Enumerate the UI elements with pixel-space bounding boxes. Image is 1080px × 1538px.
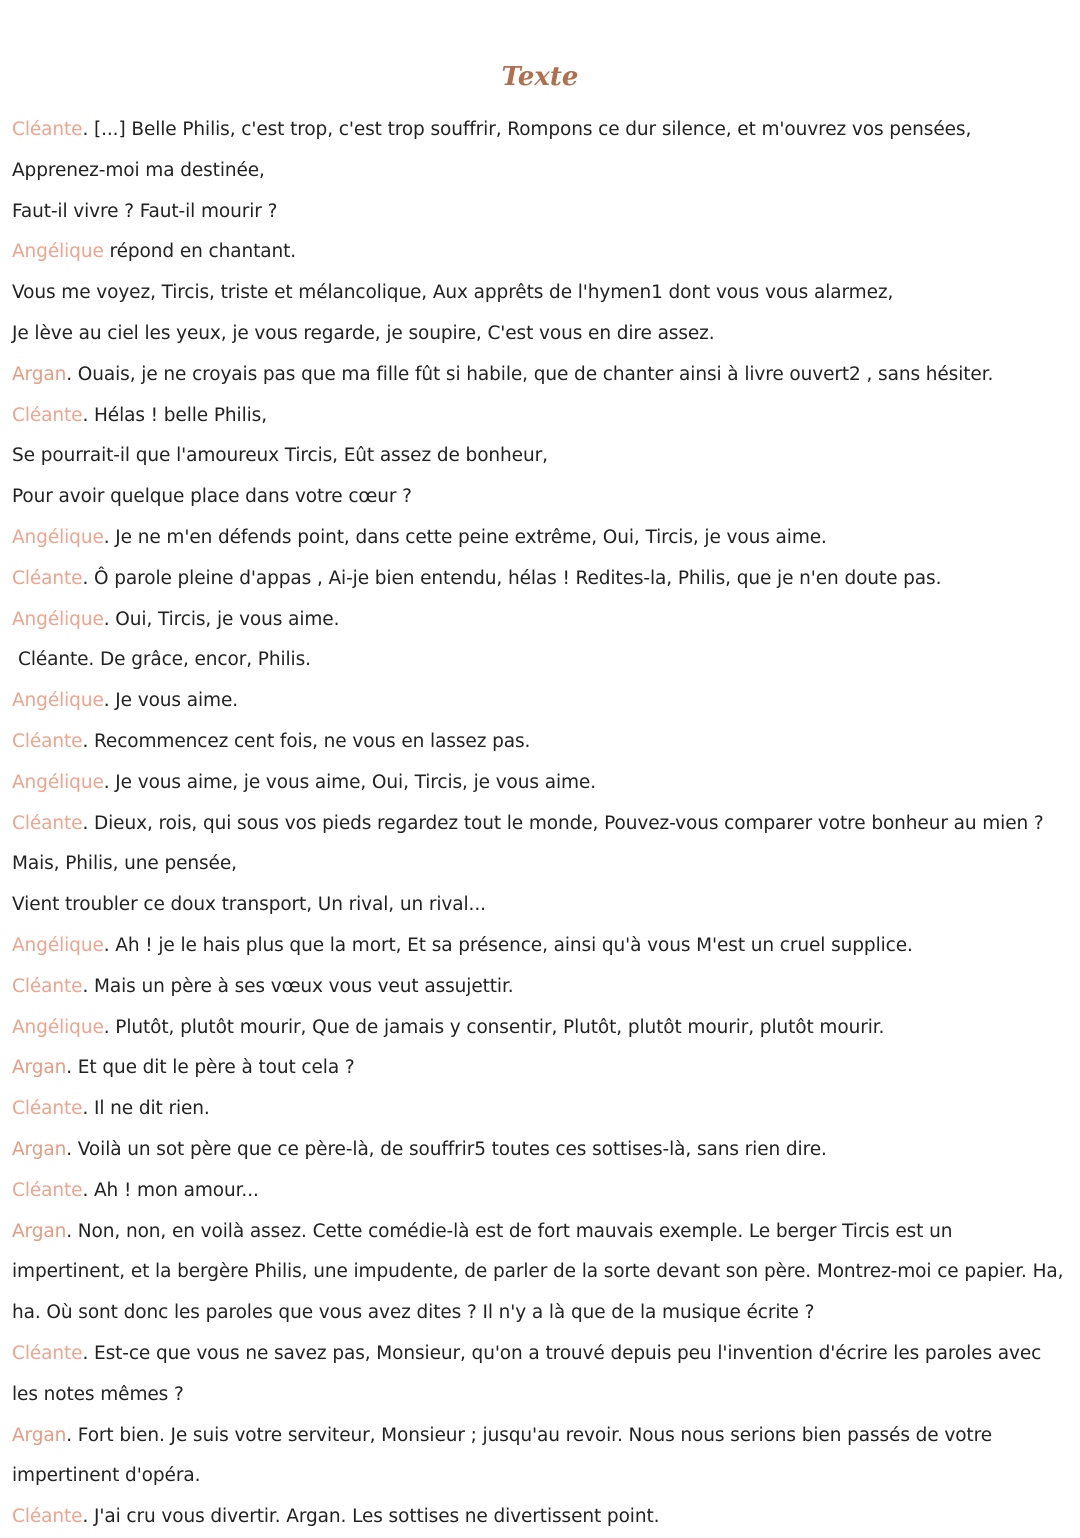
line-text: . Mais un père à ses vœux vous veut assujettir. xyxy=(82,975,514,997)
line-text: Pour avoir quelque place dans votre cœur ? xyxy=(12,486,412,508)
dialogue-line xyxy=(12,1212,1064,1334)
dialogue-line xyxy=(12,314,1064,355)
line-text: . Est-ce que vous ne savez pas, Monsieur, qu'on a trouvé depuis peu l'invention d'écrire les paroles avec les notes mêmes ? xyxy=(12,1342,1042,1405)
line-text: . Ah ! mon amour... xyxy=(82,1179,259,1201)
line-text: . Dieux, rois, qui sous vos pieds regardez tout le monde, Pouvez-vous comparer votre bonheur au mien ? xyxy=(82,812,1044,834)
dialogue-line xyxy=(12,1416,1064,1498)
line-text: répond en chantant. xyxy=(103,241,297,263)
speaker-name: Angélique xyxy=(12,771,104,793)
dialogue-line xyxy=(12,885,1064,926)
dialogue-line xyxy=(12,967,1064,1008)
speaker-name: Angélique xyxy=(12,1016,104,1038)
dialogue-line xyxy=(12,436,1064,477)
line-text: . Voilà un sot père que ce père-là, de souffrir5 toutes ces sottises-là, sans rien dire. xyxy=(66,1138,827,1160)
line-text: . Oui, Tircis, je vous aime. xyxy=(103,608,340,630)
line-text: Vous me voyez, Tircis, triste et mélancolique, Aux apprêts de l'hymen1 dont vous vous alarmez, xyxy=(12,282,894,304)
dialogue-line xyxy=(12,763,1064,804)
dialogue-line xyxy=(12,804,1064,845)
speaker-name: Cléante xyxy=(12,1179,83,1201)
line-text: . Non, non, en voilà assez. Cette comédie-là est de fort mauvais exemple. Le berger Tircis est un impertinent, et la bergère Philis, une impudente, de parler de la sorte devant son père. Montrez-moi ce papier. Ha, ha. Où sont donc les paroles que vous avez dites ? Il n'y a là que de la musique écrite ? xyxy=(12,1220,1064,1324)
speaker-name: Cléante xyxy=(12,1506,83,1528)
speaker-name: Cléante xyxy=(12,730,83,752)
line-text: . Ouais, je ne croyais pas que ma fille fût si habile, que de chanter ainsi à livre ouvert2 , sans hésiter. xyxy=(66,363,994,385)
speaker-name: Argan xyxy=(12,1057,67,1079)
line-text: Mais, Philis, une pensée, xyxy=(12,853,237,875)
line-text: . Recommencez cent fois, ne vous en lassez pas. xyxy=(82,730,531,752)
dialogue-line xyxy=(12,1048,1064,1089)
line-text: . Fort bien. Je suis votre serviteur, Monsieur ; jusqu'au revoir. Nous nous serions bien passés de votre impertinent d'opéra. xyxy=(12,1424,992,1487)
line-text: Se pourrait-il que l'amoureux Tircis, Eût assez de bonheur, xyxy=(12,445,548,467)
dialogue-line xyxy=(12,1089,1064,1130)
speaker-name: Cléante xyxy=(12,404,83,426)
speaker-name: Cléante xyxy=(12,1098,83,1120)
dialogue-line xyxy=(12,1171,1064,1212)
line-text: Faut-il vivre ? Faut-il mourir ? xyxy=(12,200,278,222)
dialogue-line xyxy=(12,477,1064,518)
line-text: . Ah ! je le hais plus que la mort, Et sa présence, ainsi qu'à vous M'est un cruel supplice. xyxy=(103,934,913,956)
dialogue-line xyxy=(12,722,1064,763)
dialogue-line xyxy=(12,232,1064,273)
dialogue-line xyxy=(12,192,1064,233)
line-text: . Il ne dit rien. xyxy=(82,1098,210,1120)
speaker-name: Angélique xyxy=(12,690,104,712)
speaker-name: Cléante xyxy=(12,812,83,834)
page-title: Texte xyxy=(501,62,579,92)
speaker-name: Cléante xyxy=(12,975,83,997)
dialogue-line xyxy=(12,600,1064,641)
dialogue-line xyxy=(12,355,1064,396)
dialogue-line xyxy=(12,1497,1064,1538)
line-text: Vient troubler ce doux transport, Un rival, un rival... xyxy=(12,894,486,916)
speaker-name: Cléante xyxy=(12,567,83,589)
line-text: . J'ai cru vous divertir. Argan. Les sottises ne divertissent point. xyxy=(82,1506,660,1528)
line-text: . Je vous aime, je vous aime, Oui, Tircis, je vous aime. xyxy=(103,771,596,793)
line-text: . Je vous aime. xyxy=(103,690,239,712)
dialogue-line xyxy=(12,396,1064,437)
speaker-name: Angélique xyxy=(12,934,104,956)
speaker-name: Argan xyxy=(12,1220,67,1242)
speaker-name: Cléante xyxy=(12,1342,83,1364)
dialogue-line xyxy=(12,110,1064,192)
dialogue-line xyxy=(12,1130,1064,1171)
line-text: . Plutôt, plutôt mourir, Que de jamais y consentir, Plutôt, plutôt mourir, plutôt mourir. xyxy=(103,1016,885,1038)
speaker-name: Argan xyxy=(12,363,67,385)
speaker-name: Angélique xyxy=(12,526,104,548)
dialogue-line xyxy=(12,844,1064,885)
line-text: Cléante. De grâce, encor, Philis. xyxy=(18,649,311,671)
dialogue-line xyxy=(12,518,1064,559)
speaker-name: Angélique xyxy=(12,241,104,263)
line-text: . [...] Belle Philis, c'est trop, c'est trop souffrir, Rompons ce dur silence, et m'ouvrez vos pensées, Apprenez-moi ma destinée, xyxy=(12,119,972,181)
line-text: . Je ne m'en défends point, dans cette peine extrême, Oui, Tircis, je vous aime. xyxy=(103,526,827,548)
dialogue-line xyxy=(12,559,1064,600)
speaker-name: Cléante xyxy=(12,119,83,140)
line-text: Je lève au ciel les yeux, je vous regarde, je soupire, C'est vous en dire assez. xyxy=(12,322,715,344)
line-text: . Et que dit le père à tout cela ? xyxy=(66,1057,355,1079)
speaker-name: Argan xyxy=(12,1138,67,1160)
dialogue-line xyxy=(12,1334,1064,1416)
dialogue-text xyxy=(12,110,1064,1538)
line-text: . Hélas ! belle Philis, xyxy=(82,404,267,426)
speaker-name: Angélique xyxy=(12,608,104,630)
line-text: . Ô parole pleine d'appas , Ai-je bien entendu, hélas ! Redites-la, Philis, que je n'en doute pas. xyxy=(82,567,942,589)
speaker-name: Argan xyxy=(12,1424,67,1446)
dialogue-line xyxy=(12,273,1064,314)
dialogue-line xyxy=(12,1008,1064,1049)
dialogue-line xyxy=(12,681,1064,722)
dialogue-line xyxy=(12,640,1064,681)
dialogue-line xyxy=(12,926,1064,967)
